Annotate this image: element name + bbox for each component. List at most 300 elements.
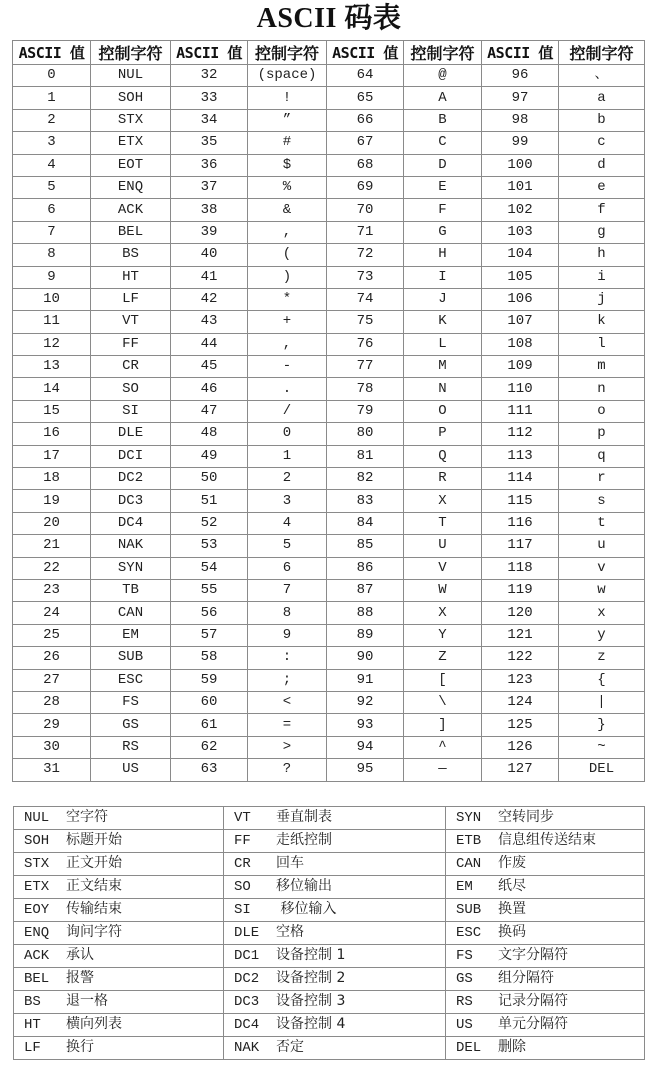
legend-entry <box>14 1037 224 1060</box>
control-char-cell: ~ <box>559 736 645 758</box>
legend-description: 正文开始 <box>66 855 122 871</box>
ascii-value-cell: 84 <box>327 512 404 534</box>
ascii-value-cell: 117 <box>482 535 559 557</box>
ascii-value-cell: 93 <box>327 714 404 736</box>
ascii-value-cell: 119 <box>482 579 559 601</box>
control-char-cell: DC4 <box>91 512 171 534</box>
ascii-value-cell: 42 <box>171 288 248 310</box>
legend-entry <box>14 945 224 968</box>
legend-entry <box>224 899 446 922</box>
header-control-char: 控制字符 <box>404 41 482 65</box>
legend-description: 回车 <box>276 855 304 871</box>
control-char-cell: 2 <box>248 468 327 490</box>
ascii-value-cell: 60 <box>171 691 248 713</box>
control-char-cell: F <box>404 199 482 221</box>
control-char-cell: HT <box>91 266 171 288</box>
legend-description: 空字符 <box>66 809 108 825</box>
control-char-cell: ENQ <box>91 176 171 198</box>
control-char-cell: e <box>559 176 645 198</box>
control-char-cell: LF <box>91 288 171 310</box>
legend-code: DC1 <box>234 948 260 964</box>
table-row <box>13 244 645 266</box>
control-char-cell: U <box>404 535 482 557</box>
control-char-cell: W <box>404 579 482 601</box>
legend-code: SO <box>234 879 251 895</box>
legend-row <box>14 922 645 945</box>
ascii-value-cell: 74 <box>327 288 404 310</box>
control-char-cell: g <box>559 221 645 243</box>
control-char-cell: ! <box>248 87 327 109</box>
ascii-value-cell: 58 <box>171 647 248 669</box>
control-char-cell: f <box>559 199 645 221</box>
table-row <box>13 691 645 713</box>
legend-description: 承认 <box>66 947 94 963</box>
control-char-cell: BEL <box>91 221 171 243</box>
legend-description: 设备控制 4 <box>276 1016 346 1032</box>
legend-description: 询问字符 <box>66 924 122 940</box>
ascii-value-cell: 2 <box>13 109 91 131</box>
control-char-cell: K <box>404 311 482 333</box>
ascii-value-cell: 125 <box>482 714 559 736</box>
control-char-cell: / <box>248 400 327 422</box>
ascii-value-cell: 19 <box>13 490 91 512</box>
control-char-cell: P <box>404 423 482 445</box>
ascii-value-cell: 13 <box>13 356 91 378</box>
legend-code: VT <box>234 810 251 826</box>
legend-row <box>14 807 645 830</box>
table-row <box>13 87 645 109</box>
table-row <box>13 490 645 512</box>
control-char-cell: 3 <box>248 490 327 512</box>
ascii-value-cell: 122 <box>482 647 559 669</box>
legend-description: 作废 <box>498 855 526 871</box>
ascii-value-cell: 29 <box>13 714 91 736</box>
control-char-cell: DCI <box>91 445 171 467</box>
ascii-value-cell: 106 <box>482 288 559 310</box>
control-char-cell: h <box>559 244 645 266</box>
legend-code: DC4 <box>234 1017 260 1033</box>
legend-entry <box>446 1037 645 1060</box>
ascii-value-cell: 90 <box>327 647 404 669</box>
table-row <box>13 311 645 333</box>
ascii-value-cell: 123 <box>482 669 559 691</box>
ascii-value-cell: 1 <box>13 87 91 109</box>
ascii-value-cell: 6 <box>13 199 91 221</box>
ascii-value-cell: 62 <box>171 736 248 758</box>
ascii-value-cell: 100 <box>482 154 559 176</box>
ascii-value-cell: 102 <box>482 199 559 221</box>
control-char-cell: } <box>559 714 645 736</box>
legend-code: RS <box>456 994 473 1010</box>
legend-entry <box>446 830 645 853</box>
ascii-value-cell: 28 <box>13 691 91 713</box>
ascii-value-cell: 71 <box>327 221 404 243</box>
control-char-cell: y <box>559 624 645 646</box>
control-char-cell: ? <box>248 759 327 781</box>
control-char-cell: DC2 <box>91 468 171 490</box>
control-char-cell: J <box>404 288 482 310</box>
control-char-cell: ACK <box>91 199 171 221</box>
ascii-value-cell: 48 <box>171 423 248 445</box>
ascii-value-cell: 85 <box>327 535 404 557</box>
legend-description: 移位输入 <box>276 901 337 917</box>
control-char-cell: I <box>404 266 482 288</box>
control-char-cell: 6 <box>248 557 327 579</box>
header-ascii-value: ASCII 值 <box>13 41 91 65</box>
control-char-cell: — <box>404 759 482 781</box>
control-char-cell: . <box>248 378 327 400</box>
table-row <box>13 445 645 467</box>
control-char-cell: EM <box>91 624 171 646</box>
ascii-value-cell: 38 <box>171 199 248 221</box>
control-char-cell: ( <box>248 244 327 266</box>
legend-row <box>14 853 645 876</box>
ascii-value-cell: 52 <box>171 512 248 534</box>
ascii-value-cell: 80 <box>327 423 404 445</box>
table-row <box>13 266 645 288</box>
ascii-value-cell: 113 <box>482 445 559 467</box>
ascii-value-cell: 10 <box>13 288 91 310</box>
legend-entry <box>14 876 224 899</box>
table-row <box>13 535 645 557</box>
ascii-value-cell: 109 <box>482 356 559 378</box>
control-char-cell: TB <box>91 579 171 601</box>
legend-code: SI <box>234 902 251 918</box>
table-row <box>13 647 645 669</box>
legend-description: 走纸控制 <box>276 832 332 848</box>
legend-code: HT <box>24 1017 41 1033</box>
legend-code: ESC <box>456 925 482 941</box>
control-char-cell: % <box>248 176 327 198</box>
legend-description: 换码 <box>498 924 526 940</box>
legend-entry <box>14 899 224 922</box>
ascii-value-cell: 95 <box>327 759 404 781</box>
table-row <box>13 759 645 781</box>
legend-entry <box>14 991 224 1014</box>
table-row <box>13 714 645 736</box>
ascii-value-cell: 23 <box>13 579 91 601</box>
control-char-cell: X <box>404 602 482 624</box>
table-row <box>13 109 645 131</box>
control-char-cell: ESC <box>91 669 171 691</box>
ascii-value-cell: 25 <box>13 624 91 646</box>
control-char-cell: Z <box>404 647 482 669</box>
control-char-cell: (space) <box>248 65 327 87</box>
table-row <box>13 579 645 601</box>
ascii-value-cell: 17 <box>13 445 91 467</box>
table-row <box>13 199 645 221</box>
control-char-cell: x <box>559 602 645 624</box>
control-char-cell: : <box>248 647 327 669</box>
control-char-cell: ^ <box>404 736 482 758</box>
legend-entry <box>224 853 446 876</box>
control-char-cell: STX <box>91 109 171 131</box>
ascii-value-cell: 96 <box>482 65 559 87</box>
control-char-cell: US <box>91 759 171 781</box>
control-char-cell: < <box>248 691 327 713</box>
legend-description: 报警 <box>66 970 94 986</box>
legend-entry <box>446 853 645 876</box>
ascii-value-cell: 115 <box>482 490 559 512</box>
legend-code: GS <box>456 971 473 987</box>
control-char-cell: 9 <box>248 624 327 646</box>
ascii-value-cell: 110 <box>482 378 559 400</box>
legend-entry <box>224 1014 446 1037</box>
legend-entry <box>446 807 645 830</box>
control-char-cell: SI <box>91 400 171 422</box>
control-char-cell: q <box>559 445 645 467</box>
ascii-value-cell: 55 <box>171 579 248 601</box>
ascii-value-cell: 27 <box>13 669 91 691</box>
table-row <box>13 624 645 646</box>
legend-row <box>14 899 645 922</box>
legend-description: 横向列表 <box>66 1016 122 1032</box>
legend-entry <box>446 991 645 1014</box>
legend-description: 移位输出 <box>276 878 332 894</box>
control-char-cell: CR <box>91 356 171 378</box>
ascii-value-cell: 41 <box>171 266 248 288</box>
header-ascii-value: ASCII 值 <box>171 41 248 65</box>
ascii-value-cell: 108 <box>482 333 559 355</box>
ascii-value-cell: 4 <box>13 154 91 176</box>
legend-description: 设备控制 3 <box>276 993 346 1009</box>
control-char-cell: DEL <box>559 759 645 781</box>
legend-entry <box>446 945 645 968</box>
control-char-cell: T <box>404 512 482 534</box>
ascii-value-cell: 22 <box>13 557 91 579</box>
legend-entry <box>224 945 446 968</box>
control-char-cell: 5 <box>248 535 327 557</box>
table-row <box>13 378 645 400</box>
table-row <box>13 400 645 422</box>
control-char-cell: s <box>559 490 645 512</box>
control-char-cell: 1 <box>248 445 327 467</box>
ascii-value-cell: 11 <box>13 311 91 333</box>
ascii-value-cell: 0 <box>13 65 91 87</box>
legend-code: DEL <box>456 1040 482 1056</box>
ascii-value-cell: 89 <box>327 624 404 646</box>
ascii-value-cell: 35 <box>171 132 248 154</box>
control-char-cell: ETX <box>91 132 171 154</box>
ascii-value-cell: 53 <box>171 535 248 557</box>
control-char-cell: SYN <box>91 557 171 579</box>
ascii-value-cell: 43 <box>171 311 248 333</box>
ascii-value-cell: 127 <box>482 759 559 781</box>
ascii-value-cell: 101 <box>482 176 559 198</box>
control-char-cell: b <box>559 109 645 131</box>
ascii-value-cell: 124 <box>482 691 559 713</box>
legend-entry <box>14 830 224 853</box>
control-char-cell: z <box>559 647 645 669</box>
ascii-value-cell: 39 <box>171 221 248 243</box>
legend-entry <box>14 1014 224 1037</box>
ascii-value-cell: 33 <box>171 87 248 109</box>
ascii-value-cell: 59 <box>171 669 248 691</box>
legend-row <box>14 830 645 853</box>
ascii-value-cell: 24 <box>13 602 91 624</box>
legend-description: 设备控制 1 <box>276 947 346 963</box>
table-row <box>13 132 645 154</box>
control-char-cell: 4 <box>248 512 327 534</box>
control-char-cell: G <box>404 221 482 243</box>
control-char-cell: RS <box>91 736 171 758</box>
ascii-value-cell: 20 <box>13 512 91 534</box>
legend-description: 信息组传送结束 <box>498 832 596 848</box>
ascii-value-cell: 34 <box>171 109 248 131</box>
legend-entry <box>224 876 446 899</box>
legend-entry <box>446 1014 645 1037</box>
control-char-cell: X <box>404 490 482 512</box>
control-char-cell: m <box>559 356 645 378</box>
ascii-value-cell: 65 <box>327 87 404 109</box>
control-char-cell: + <box>248 311 327 333</box>
legend-body <box>14 807 645 1060</box>
table-row <box>13 221 645 243</box>
legend-description: 单元分隔符 <box>498 1016 568 1032</box>
ascii-value-cell: 121 <box>482 624 559 646</box>
legend-description: 正文结束 <box>66 878 122 894</box>
ascii-value-cell: 50 <box>171 468 248 490</box>
legend-row <box>14 945 645 968</box>
ascii-value-cell: 78 <box>327 378 404 400</box>
legend-description: 换行 <box>66 1039 94 1055</box>
ascii-value-cell: 107 <box>482 311 559 333</box>
ascii-code-table <box>12 40 645 782</box>
ascii-value-cell: 47 <box>171 400 248 422</box>
control-char-cell: E <box>404 176 482 198</box>
ascii-value-cell: 56 <box>171 602 248 624</box>
ascii-value-cell: 97 <box>482 87 559 109</box>
legend-description: 组分隔符 <box>498 970 554 986</box>
ascii-value-cell: 37 <box>171 176 248 198</box>
legend-code: ETX <box>24 879 50 895</box>
control-char-cell: o <box>559 400 645 422</box>
ascii-value-cell: 112 <box>482 423 559 445</box>
ascii-value-cell: 111 <box>482 400 559 422</box>
legend-entry <box>446 922 645 945</box>
ascii-value-cell: 114 <box>482 468 559 490</box>
control-char-cell: ; <box>248 669 327 691</box>
ascii-value-cell: 9 <box>13 266 91 288</box>
legend-code: ACK <box>24 948 50 964</box>
control-char-cell: $ <box>248 154 327 176</box>
control-char-cell: [ <box>404 669 482 691</box>
legend-description: 退一格 <box>66 993 108 1009</box>
control-char-cell: SUB <box>91 647 171 669</box>
control-char-cell: & <box>248 199 327 221</box>
legend-description: 纸尽 <box>498 878 526 894</box>
ascii-value-cell: 63 <box>171 759 248 781</box>
legend-code: STX <box>24 856 50 872</box>
ascii-value-cell: 99 <box>482 132 559 154</box>
control-char-legend <box>13 806 645 1060</box>
control-char-cell: r <box>559 468 645 490</box>
control-char-cell: i <box>559 266 645 288</box>
control-char-cell: FS <box>91 691 171 713</box>
ascii-value-cell: 61 <box>171 714 248 736</box>
control-char-cell: 、 <box>559 65 645 87</box>
header-control-char: 控制字符 <box>248 41 327 65</box>
legend-code: CAN <box>456 856 482 872</box>
ascii-value-cell: 66 <box>327 109 404 131</box>
legend-code: NUL <box>24 810 50 826</box>
legend-code: ETB <box>456 833 482 849</box>
legend-description: 记录分隔符 <box>498 993 568 1009</box>
legend-row <box>14 1014 645 1037</box>
table-header-row <box>13 41 645 65</box>
ascii-value-cell: 16 <box>13 423 91 445</box>
legend-entry <box>224 1037 446 1060</box>
control-char-cell: Y <box>404 624 482 646</box>
page-title: ASCII 码表 <box>256 3 402 34</box>
control-char-cell: DC3 <box>91 490 171 512</box>
legend-row <box>14 991 645 1014</box>
control-char-cell: NUL <box>91 65 171 87</box>
control-char-cell: 0 <box>248 423 327 445</box>
ascii-value-cell: 51 <box>171 490 248 512</box>
legend-description: 否定 <box>276 1039 304 1055</box>
header-control-char: 控制字符 <box>559 41 645 65</box>
table-row <box>13 557 645 579</box>
legend-code: SYN <box>456 810 482 826</box>
ascii-table-body <box>13 65 645 782</box>
control-char-cell: SOH <box>91 87 171 109</box>
ascii-value-cell: 7 <box>13 221 91 243</box>
control-char-cell: > <box>248 736 327 758</box>
ascii-value-cell: 105 <box>482 266 559 288</box>
ascii-value-cell: 40 <box>171 244 248 266</box>
control-char-cell: FF <box>91 333 171 355</box>
ascii-value-cell: 77 <box>327 356 404 378</box>
table-row <box>13 512 645 534</box>
legend-entry <box>446 876 645 899</box>
legend-entry <box>14 922 224 945</box>
ascii-value-cell: 75 <box>327 311 404 333</box>
control-char-cell: M <box>404 356 482 378</box>
ascii-value-cell: 8 <box>13 244 91 266</box>
legend-entry <box>224 968 446 991</box>
legend-entry <box>224 807 446 830</box>
control-char-cell: d <box>559 154 645 176</box>
legend-code: NAK <box>234 1040 260 1056</box>
ascii-value-cell: 126 <box>482 736 559 758</box>
ascii-value-cell: 91 <box>327 669 404 691</box>
control-char-cell: | <box>559 691 645 713</box>
legend-description: 设备控制 2 <box>276 970 346 986</box>
ascii-value-cell: 18 <box>13 468 91 490</box>
ascii-value-cell: 67 <box>327 132 404 154</box>
header-ascii-value: ASCII 值 <box>327 41 404 65</box>
legend-entry <box>14 968 224 991</box>
control-char-cell: - <box>248 356 327 378</box>
ascii-value-cell: 70 <box>327 199 404 221</box>
control-char-cell: N <box>404 378 482 400</box>
legend-entry <box>14 807 224 830</box>
legend-description: 文字分隔符 <box>498 947 568 963</box>
ascii-value-cell: 21 <box>13 535 91 557</box>
ascii-value-cell: 81 <box>327 445 404 467</box>
legend-code: BEL <box>24 971 50 987</box>
legend-code: DC2 <box>234 971 260 987</box>
legend-code: DLE <box>234 925 260 941</box>
table-row <box>13 736 645 758</box>
legend-row <box>14 1037 645 1060</box>
ascii-value-cell: 69 <box>327 176 404 198</box>
table-row <box>13 176 645 198</box>
legend-entry <box>224 991 446 1014</box>
ascii-value-cell: 86 <box>327 557 404 579</box>
control-char-cell: k <box>559 311 645 333</box>
